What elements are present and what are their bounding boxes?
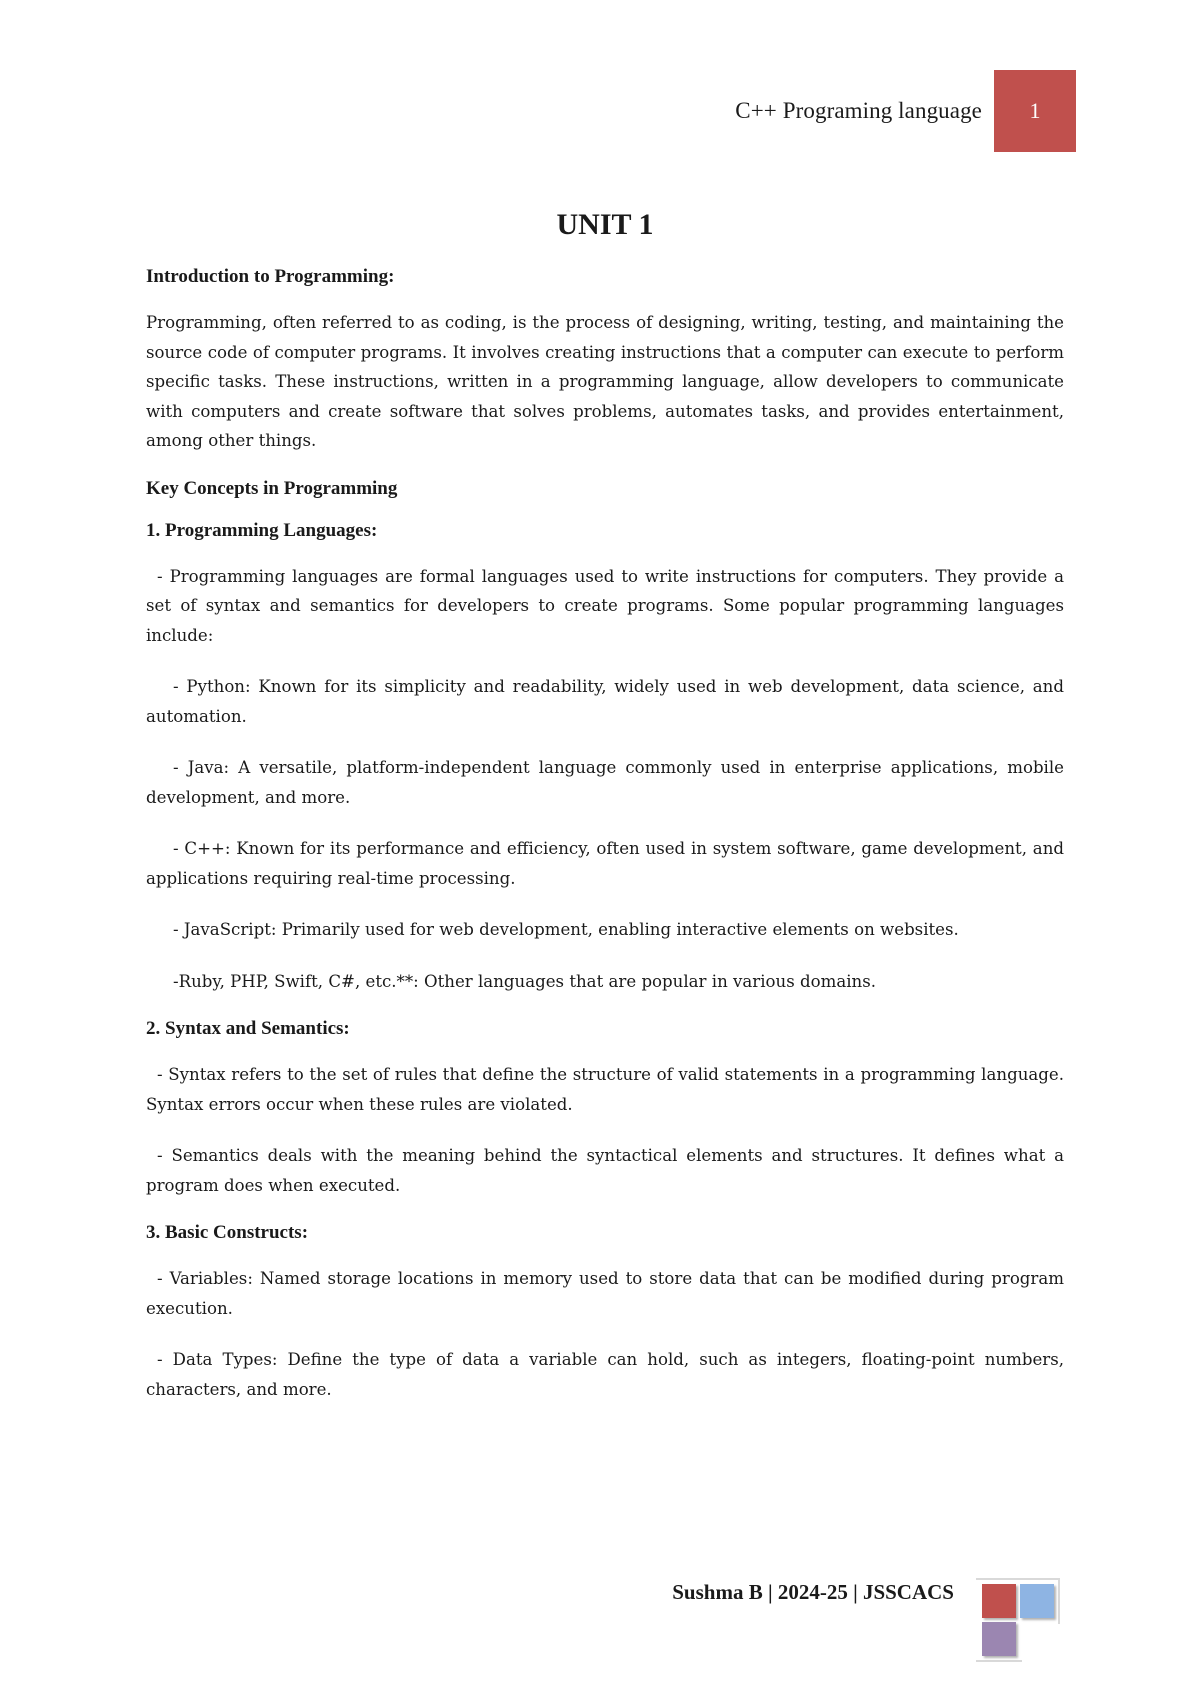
intro-paragraph: Programming, often referred to as coding, is the process of designing, writing, testing, and maintaining the source code of computer programs. It involves creating instructions that a computer can execute to perform specific tasks. These instructions, written in a programming language, allow developers to communicate with computers and create software that solves problems, automates tasks, and provides entertainment, among other things. [146, 313, 1064, 450]
language-item-others: -Ruby, PHP, Swift, C#, etc.**: Other languages that are popular in various domains. [173, 971, 877, 991]
language-item-python: - Python: Known for its simplicity and readability, widely used in web development, data science, and automation. [146, 677, 1064, 726]
key-concepts-heading: Key Concepts in Programming [146, 477, 398, 499]
document-body [146, 200, 1064, 1426]
intro-heading: Introduction to Programming: [146, 266, 395, 287]
language-item-java: - Java: A versatile, platform-independent language commonly used in enterprise applications, mobile development, and more. [146, 758, 1064, 807]
semantics-item: - Semantics deals with the meaning behind the syntactical elements and structures. It defines what a program does when executed. [146, 1146, 1064, 1195]
logo-square-blue [1020, 1584, 1054, 1618]
header-title: C++ Programing language [735, 98, 982, 123]
variables-item: - Variables: Named storage locations in memory used to store data that can be modified during program execution. [146, 1269, 1064, 1318]
footer-text: Sushma B | 2024-25 | JSSCACS [672, 1580, 954, 1604]
language-item-javascript: - JavaScript: Primarily used for web development, enabling interactive elements on websites. [173, 920, 959, 939]
section2-heading: 2. Syntax and Semantics: [146, 1018, 350, 1039]
logo-square-red [982, 1584, 1016, 1618]
data-types-item: - Data Types: Define the type of data a variable can hold, such as integers, floating-point numbers, characters, and more. [146, 1350, 1064, 1399]
syntax-item: - Syntax refers to the set of rules that define the structure of valid statements in a programming language. Syntax errors occur when these rules are violated. [146, 1065, 1064, 1114]
footer-squares-logo [976, 1578, 1066, 1668]
logo-frame-right [1058, 1578, 1060, 1624]
unit-title: UNIT 1 [556, 208, 654, 241]
section1-paragraph: - Programming languages are formal languages used to write instructions for computers. They provide a set of syntax and semantics for developers to create programs. Some popular programming languages include: [146, 566, 1064, 645]
language-item-cpp: - C++: Known for its performance and efficiency, often used in system software, game development, and applications requiring real-time processing. [146, 839, 1064, 888]
logo-frame-top [976, 1578, 1060, 1580]
logo-square-purple [982, 1622, 1016, 1656]
page-number-box: 1 [994, 70, 1076, 152]
section1-heading: 1. Programming Languages: [146, 519, 378, 541]
logo-frame-bottom [976, 1660, 1022, 1662]
section3-heading: 3. Basic Constructs: [146, 1222, 309, 1243]
